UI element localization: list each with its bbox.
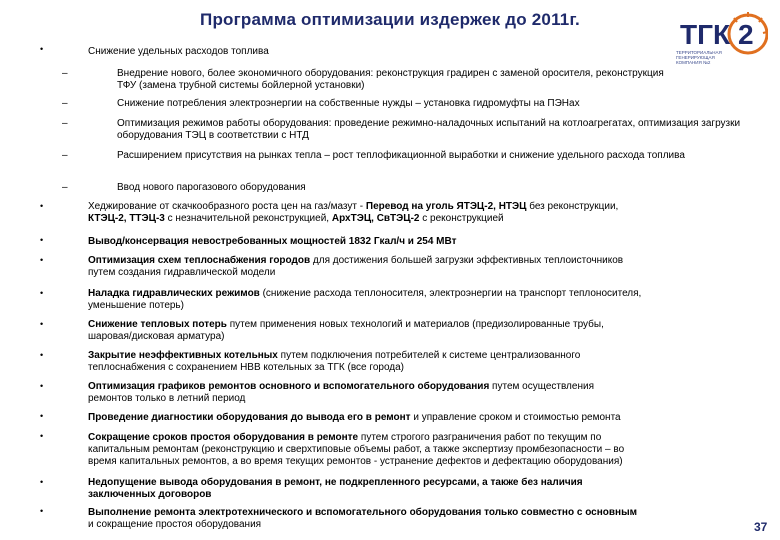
list-item-decommission: Вывод/консервация невостребованных мощностей 1832 Гкал/ч и 254 МВт <box>88 236 457 247</box>
page-number: 37 <box>754 520 768 534</box>
svg-text:2: 2 <box>738 19 754 50</box>
bullet-icon: • <box>40 255 44 265</box>
bullet-icon: • <box>40 506 44 516</box>
list-item-repair-schedule: Оптимизация графиков ремонтов основного и вспомогательного оборудования путем осуществления ремонтов только в летний период <box>88 381 594 404</box>
logo-text: ТГК <box>680 19 731 50</box>
bullet-icon: • <box>40 477 44 487</box>
list-item-hedging: Хеджирование от скачкообразного роста цен на газ/мазут - Перевод на уголь ЯТЭЦ-2, НТЭЦ без реконструкции, КТЭЦ-2, ТТЭЦ-3 с незначительной реконструкцией, АрхТЭЦ, СвТЭЦ-2 с реконструкцией <box>88 201 619 224</box>
list-item-heat-schemes: Оптимизация схем теплоснабжения городов для достижения большей загрузки эффективных теплоисточников путем создания гидравлической модели <box>88 255 624 278</box>
sub-item-4: Расширением присутствия на рынках тепла – рост теплофикационной выработки и снижение удельного расхода топлива <box>117 150 685 161</box>
list-item-boilers: Закрытие неэффективных котельных путем подключения потребителей к системе централизованного теплоснабжения с сохранением НВВ котельных за ТГК (все города) <box>88 350 581 373</box>
bullet-icon: • <box>40 411 44 421</box>
list-item-resources: Недопущение вывода оборудования в ремонт, не подкрепленного ресурсами, а также без наличия заключенных договоров <box>88 477 583 500</box>
sub-item-1: Внедрение нового, более экономичного оборудования: реконструкция градирен с заменой оросителя, реконструкция ТФУ (замена трубной системы бойлерной установки) <box>117 68 664 91</box>
sub-item-5: Ввод нового парогазового оборудования <box>117 182 306 193</box>
sub-item-3: Оптимизация режимов работы оборудования: проведение режимно-наладочных испытаний на котлоагрегатах, оптимизация загрузки оборудования ТЭЦ в соответствии с НТД <box>117 118 741 141</box>
list-item-hydraulic: Наладка гидравлических режимов (снижение расхода теплоносителя, электроэнергии на транспорт теплоносителя, уменьшение потерь) <box>88 288 642 311</box>
bullet-icon: • <box>40 201 44 211</box>
bullet-icon: • <box>40 235 44 245</box>
bullet-icon: • <box>40 350 44 360</box>
section1-heading: Снижение удельных расходов топлива <box>88 46 269 57</box>
bullet-icon: • <box>40 44 44 54</box>
dash-icon: – <box>62 68 68 79</box>
bullet-icon: • <box>40 431 44 441</box>
list-item-electrical-repair: Выполнение ремонта электротехнического и вспомогательного оборудования только совместно с основным и сокращение простоя оборудования <box>88 507 638 530</box>
dash-icon: – <box>62 150 68 161</box>
bullet-icon: • <box>40 381 44 391</box>
list-item-heat-losses: Снижение тепловых потерь путем применения новых технологий и материалов (предизолированные трубы, шаровая/дисковая арматура) <box>88 319 604 342</box>
list-item-downtime: Сокращение сроков простоя оборудования в ремонте путем строгого разграничения работ по текущим по капитальным ремонтам (реконструкцию и сверхтиповые объемы работ, а также экспертизу промбезопасности – во время капитальных ремонтов, а во время текущих ремонтов - устранение дефектов и дефектацию оборудования) <box>88 432 625 467</box>
page-title: Программа оптимизации издержек до 2011г. <box>200 10 580 29</box>
bullet-icon: • <box>40 288 44 298</box>
list-item-diagnostics: Проведение диагностики оборудования до вывода его в ремонт и управление сроком и стоимостью ремонта <box>88 412 621 423</box>
dash-icon: – <box>62 182 68 193</box>
dash-icon: – <box>62 98 68 109</box>
sub-item-2: Снижение потребления электроэнергии на собственные нужды – установка гидромуфты на ПЭНах <box>117 98 580 109</box>
dash-icon: – <box>62 118 68 129</box>
bullet-icon: • <box>40 319 44 329</box>
logo-subtext: ТЕРРИТОРИАЛЬНАЯ ГЕНЕРИРУЮЩАЯ КОМПАНИЯ №2 <box>676 50 722 65</box>
